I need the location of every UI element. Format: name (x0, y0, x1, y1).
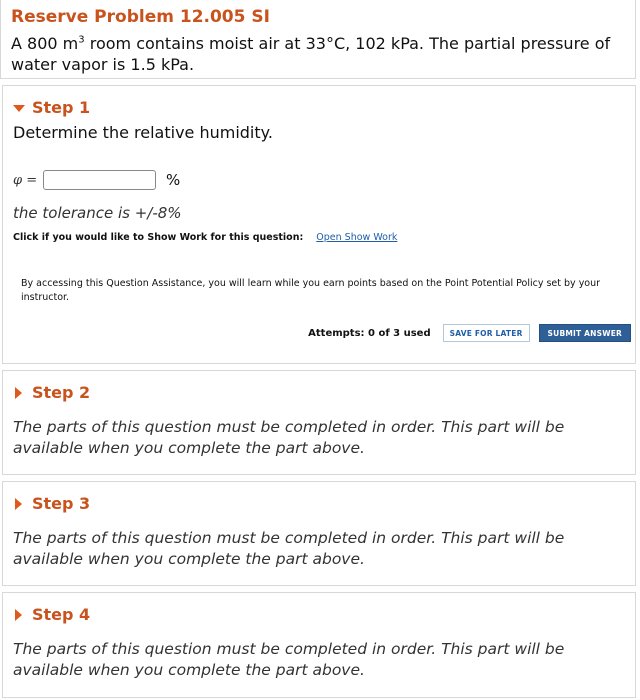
percent-unit: % (166, 171, 181, 189)
show-work-row (13, 232, 397, 243)
superscript-3: 3 (78, 34, 85, 46)
problem-statement (11, 33, 625, 75)
step-1-question: Determine the relative humidity. (13, 123, 273, 142)
problem-text-part-1: A 800 m (11, 34, 79, 53)
phi-label: φ = (13, 172, 38, 188)
problem-text-part-2: room contains moist air at 33°C, 102 kPa. The partial pressure of water vapor is 1.5 kPa. (11, 34, 611, 74)
attempts-counter: Attempts: 0 of 3 used (308, 327, 431, 339)
step-3-title: Step 3 (32, 494, 91, 513)
step-2-panel (2, 370, 636, 475)
step-1-panel (2, 85, 636, 364)
step-3-locked-message: The parts of this question must be completed in order. This part will be available when you complete the part above. (13, 529, 565, 568)
caret-right-icon (15, 609, 22, 621)
step-2-title: Step 2 (32, 383, 91, 402)
step-4-header[interactable] (13, 605, 90, 625)
step-1-header[interactable] (13, 98, 90, 118)
assistance-note: By accessing this Question Assistance, you will learn while you earn points based on the Point Potential Policy set by your instructor. (21, 278, 601, 303)
caret-right-icon (15, 387, 22, 399)
step-4-locked-message: The parts of this question must be completed in order. This part will be available when you complete the part above. (13, 640, 565, 679)
open-show-work-link[interactable]: Open Show Work (316, 232, 398, 243)
show-work-label: Click if you would like to Show Work for this question: (13, 232, 304, 243)
save-for-later-button[interactable]: SAVE FOR LATER (443, 324, 530, 342)
problem-header (0, 0, 636, 79)
step-3-panel (2, 481, 636, 586)
caret-down-icon (13, 105, 25, 112)
step-3-header[interactable] (13, 494, 90, 514)
caret-right-icon (15, 498, 22, 510)
answer-row (13, 170, 180, 190)
step-2-header[interactable] (13, 383, 90, 403)
step-4-title: Step 4 (32, 605, 91, 624)
step-1-title: Step 1 (32, 98, 91, 117)
submit-answer-button[interactable]: SUBMIT ANSWER (539, 324, 631, 342)
tolerance-text: the tolerance is +/-8% (13, 204, 182, 222)
action-row (308, 324, 631, 342)
step-4-panel (2, 592, 636, 698)
problem-title: Reserve Problem 12.005 SI (11, 7, 270, 27)
step-2-locked-message: The parts of this question must be completed in order. This part will be available when you complete the part above. (13, 418, 565, 457)
relative-humidity-input[interactable] (43, 170, 156, 190)
